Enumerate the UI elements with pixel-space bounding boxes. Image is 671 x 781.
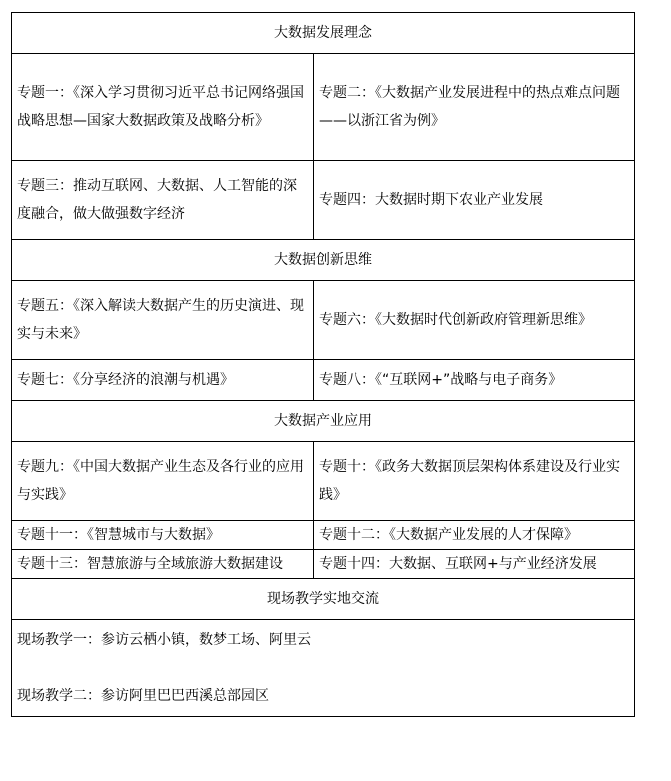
section-header-row (12, 240, 635, 281)
topic-row (12, 550, 635, 579)
section-title: 现场教学实地交流 (12, 579, 635, 620)
topic-row (12, 521, 635, 550)
field-visit-cell (12, 620, 635, 717)
section-header-row (12, 13, 635, 54)
topic-cell: 专题八：《“互联网+”战略与电子商务》 (314, 360, 635, 401)
topic-cell: 专题三：推动互联网、大数据、人工智能的深度融合，做大做强数字经济 (12, 161, 314, 240)
section-title: 大数据发展理念 (12, 13, 635, 54)
section-header-row (12, 401, 635, 442)
topic-cell: 专题七：《分享经济的浪潮与机遇》 (12, 360, 314, 401)
topic-cell: 专题五：《深入解读大数据产生的历史演进、现实与未来》 (12, 281, 314, 360)
field-visit-row (12, 620, 635, 717)
field-visit-item: 现场教学二：参访阿里巴巴西溪总部园区 (17, 688, 269, 704)
topic-row (12, 54, 635, 161)
field-visit-item: 现场教学一：参访云栖小镇，数梦工场、阿里云 (17, 632, 311, 648)
topic-cell: 专题四：大数据时期下农业产业发展 (314, 161, 635, 240)
topic-row (12, 360, 635, 401)
topic-cell: 专题一：《深入学习贯彻习近平总书记网络强国战略思想—国家大数据政策及战略分析》 (12, 54, 314, 161)
topic-cell: 专题九：《中国大数据产业生态及各行业的应用与实践》 (12, 442, 314, 521)
topic-cell: 专题十一：《智慧城市与大数据》 (12, 521, 314, 550)
topic-cell: 专题十二：《大数据产业发展的人才保障》 (314, 521, 635, 550)
topic-cell: 专题二：《大数据产业发展进程中的热点难点问题——以浙江省为例》 (314, 54, 635, 161)
topic-cell: 专题十：《政务大数据顶层架构体系建设及行业实践》 (314, 442, 635, 521)
topic-row (12, 281, 635, 360)
section-title: 大数据产业应用 (12, 401, 635, 442)
topic-cell: 专题六：《大数据时代创新政府管理新思维》 (314, 281, 635, 360)
topic-row (12, 442, 635, 521)
section-title: 大数据创新思维 (12, 240, 635, 281)
section-header-row (12, 579, 635, 620)
curriculum-page (11, 12, 634, 717)
topic-row (12, 161, 635, 240)
topic-cell: 专题十三：智慧旅游与全域旅游大数据建设 (12, 550, 314, 579)
curriculum-table (11, 12, 635, 717)
field-visit-spacer (17, 654, 629, 682)
topic-cell: 专题十四：大数据、互联网+与产业经济发展 (314, 550, 635, 579)
